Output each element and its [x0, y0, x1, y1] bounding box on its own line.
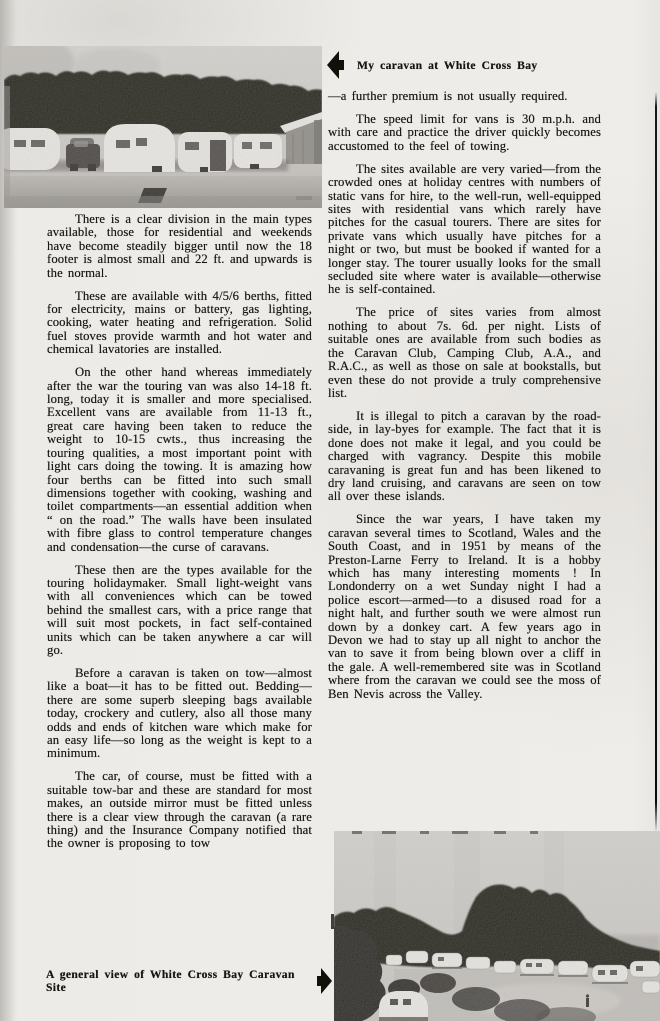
paragraph: On the other hand whereas immediately after the war the touring van was also 14-18 ft. long, today it is smaller and more specialised. Excellent vans are available from 11-13 ft., great care having been taken to reduce the weight to 10-15 cwts., thus increasing the touring qualities, a most important point with light cars doing the towing. It is amazing how four berths can be fitted into such small dimensions together with cooking, washing and toilet compartments—an essential addition when “ on the road.” The walls have been insulated with fibre glass to control temperature changes and condensation—the curse of caravans.: [47, 365, 312, 554]
caption-bottom: [46, 967, 332, 995]
photo-caravan-row-art: [4, 46, 322, 208]
photo-caravan-site: [334, 831, 660, 1021]
right-text-column: [328, 90, 601, 832]
right-arrow-icon: [317, 967, 332, 995]
paragraph: —a further premium is not usually required.: [328, 89, 568, 103]
paragraph: The sites available are very varied—from the crowded ones at holiday centres with numbers of static vans for hire, to the well-run, well-equipped sites with residential vans which rarely have pitches for the casual tourers. There are sites for private vans which usually have pitches for a night or two, but must be booked if wanted for a longer stay. The tourer usually looks for the small secluded site where water is available—otherwise he is self-contained.: [328, 161, 601, 297]
left-arrow-icon: [327, 50, 344, 80]
photo-caravan-site-art: [334, 831, 660, 1021]
caption-bottom-text: A general view of White Cross Bay Caravan Site: [46, 968, 295, 994]
paragraph: Before a caravan is taken on tow—almost like a boat—it has to be fitted out. Bedding—there are some superb sleeping bags available today, crockery and cutlery, also all those many odds and ends of kitchen ware which make for an easy life—so long as the weight is kept to a minimum.: [47, 665, 312, 761]
scan-gutter-line: [655, 92, 657, 832]
paragraph: Since the war years, I have taken my caravan several times to Scotland, Wales and the South Coast, and in 1951 by means of the Preston-Larne Ferry to Ireland. It is a hobby which has many interesting moments ! In Londonderry on a wet Sunday night I had a police escort—armed—to a disused road for a night halt, and further south we were almost run down by a donkey cart. A few years ago in Devon we had to stay up all night to anchor the van to save it from being blown over a cliff in the gale. A well-remembered site was in Scotland where from the caravan we could see the moss of Ben Nevis across the Valley.: [328, 512, 601, 701]
paragraph: It is illegal to pitch a caravan by the road-side, in lay-byes for example. The fact that it is done does not make it legal, and you could be charged with vagrancy. Despite this mobile caravaning is great fun and has been likened to dry land cruising, and caravans are seen on tow all over these islands.: [328, 408, 601, 504]
left-text-column: [47, 213, 312, 955]
paragraph: The price of sites varies from almost nothing to about 7s. 6d. per night. Lists of suitable ones are available from such bodies as the Caravan Club, Camping Club, A.A., and R.A.C., as well as those on sale at bookstalls, but even these do not provide a truly comprehensive list.: [328, 305, 601, 400]
paragraph: The car, of course, must be fitted with a suitable tow-bar and these are standard for most makes, an outside mirror must be fitted unless there is a clear view through the caravan (a rare thing) and the Insurance Company notified that the owner is proposing to tow: [47, 769, 312, 851]
photo-caravan-row: [4, 46, 322, 208]
paragraph: The speed limit for vans is 30 m.p.h. and with care and practice the driver quickly becomes accustomed to the feel of towing.: [328, 112, 601, 153]
paragraph: These are available with 4/5/6 berths, fitted for electricity, mains or battery, gas lighting, cooking, water heating and refrigeration. Solid fuel stoves provide warmth and hot water and chemical lavatories are installed.: [47, 288, 312, 357]
caption-top-text: My caravan at White Cross Bay: [357, 58, 538, 72]
paragraph: There is a clear division in the main types available, those for residential and weekends have become steadily bigger until now the 18 footer is almost small and 22 ft. and upwards is the normal.: [47, 212, 312, 280]
caption-top: [327, 50, 627, 80]
paragraph: These then are the types available for the touring holidaymaker. Small light-weight vans with all conveniences which can be towed behind the smallest cars, with a price range that will suit most pockets, in fact self-contained units which can be taken anywhere a car will go.: [47, 562, 312, 657]
